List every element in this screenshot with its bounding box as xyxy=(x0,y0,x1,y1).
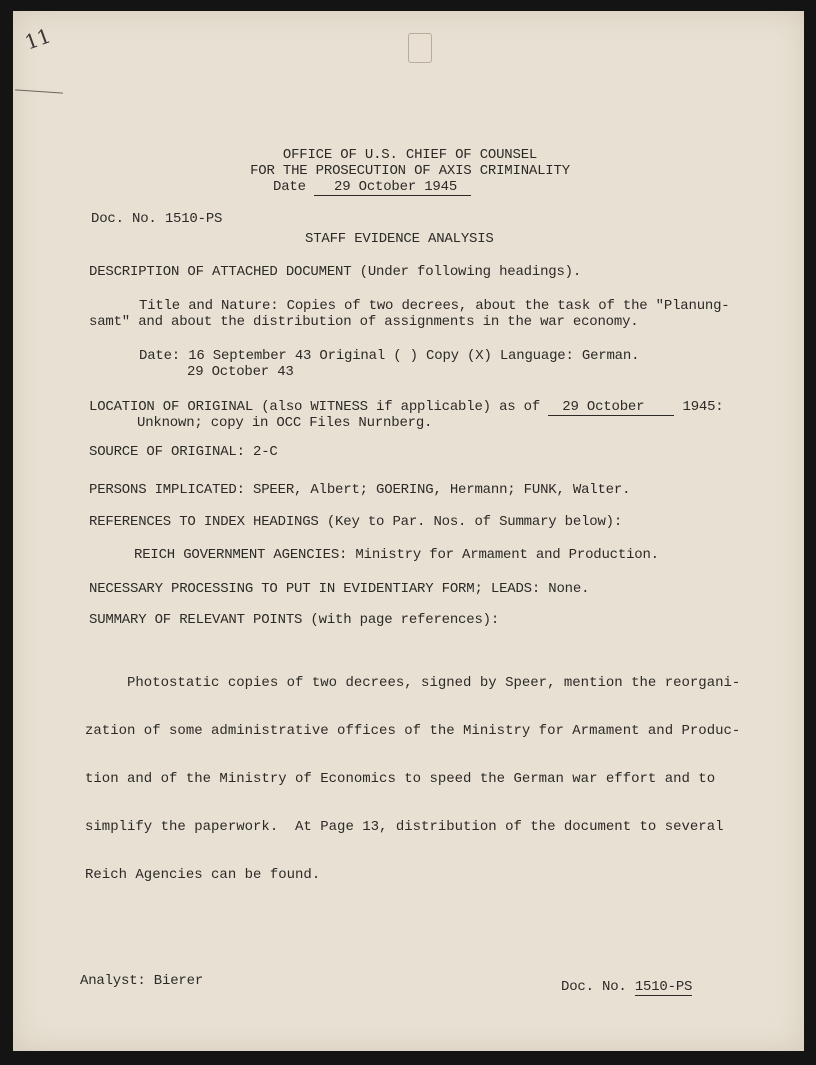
margin-handwritten-mark: 11 xyxy=(21,23,54,55)
reich-agencies-line: REICH GOVERNMENT AGENCIES: Ministry for Armament and Production. xyxy=(134,547,659,563)
summary-line: simplify the paperwork. At Page 13, distribution of the document to several xyxy=(85,819,724,835)
header-line-1: OFFICE OF U.S. CHIEF OF COUNSEL xyxy=(282,147,538,163)
summary-paragraph xyxy=(85,643,740,915)
summary-heading: SUMMARY OF RELEVANT POINTS (with page references): xyxy=(89,612,500,628)
references-line: REFERENCES TO INDEX HEADINGS (Key to Par. Nos. of Summary below): xyxy=(89,514,623,530)
punch-hole-mark xyxy=(408,33,432,63)
location-line xyxy=(89,399,724,416)
description-heading: DESCRIPTION OF ATTACHED DOCUMENT (Under following headings). xyxy=(89,264,582,280)
date-line-1: Date: 16 September 43 Original ( ) Copy (X) Language: German. xyxy=(139,348,640,364)
summary-line: Reich Agencies can be found. xyxy=(85,867,321,883)
doc-number-bottom xyxy=(561,979,692,996)
date-value: 29 October 1945 xyxy=(314,179,471,196)
margin-pencil-stroke xyxy=(15,89,63,93)
document-page xyxy=(13,11,804,1051)
persons-line: PERSONS IMPLICATED: SPEER, Albert; GOERING, Hermann; FUNK, Walter. xyxy=(89,482,631,498)
processing-line: NECESSARY PROCESSING TO PUT IN EVIDENTIARY FORM; LEADS: None. xyxy=(89,581,590,597)
location-label: LOCATION OF ORIGINAL (also WITNESS if applicable) as of xyxy=(89,399,541,415)
source-line: SOURCE OF ORIGINAL: 2-C xyxy=(89,444,278,460)
date-line-2: 29 October 43 xyxy=(187,364,294,380)
title-nature-line-1: Title and Nature: Copies of two decrees, about the task of the "Planung- xyxy=(139,298,730,314)
analyst-signature: Analyst: Bierer xyxy=(80,973,204,989)
location-year: 1945: xyxy=(682,399,724,415)
doc-number-bottom-value: 1510-PS xyxy=(634,979,693,995)
doc-number-bottom-label: Doc. No. xyxy=(561,979,627,995)
header-line-2: FOR THE PROSECUTION OF AXIS CRIMINALITY xyxy=(250,163,570,179)
location-detail: Unknown; copy in OCC Files Nurnberg. xyxy=(137,415,433,431)
analysis-title: STAFF EVIDENCE ANALYSIS xyxy=(305,231,494,247)
doc-number-label: Doc. No. xyxy=(91,211,157,227)
summary-line: Photostatic copies of two decrees, signed by Speer, mention the reorgani- xyxy=(85,675,741,691)
location-date: 29 October xyxy=(548,399,674,416)
summary-line: tion and of the Ministry of Economics to speed the German war effort and to xyxy=(85,771,716,787)
title-nature-line-2: samt" and about the distribution of assignments in the war economy. xyxy=(89,314,639,330)
doc-number-value: 1510-PS xyxy=(164,211,223,227)
summary-line: zation of some administrative offices of the Ministry for Armament and Produc- xyxy=(85,723,741,739)
header-date xyxy=(273,179,471,196)
doc-number-top xyxy=(91,211,222,227)
date-label: Date xyxy=(273,179,306,195)
